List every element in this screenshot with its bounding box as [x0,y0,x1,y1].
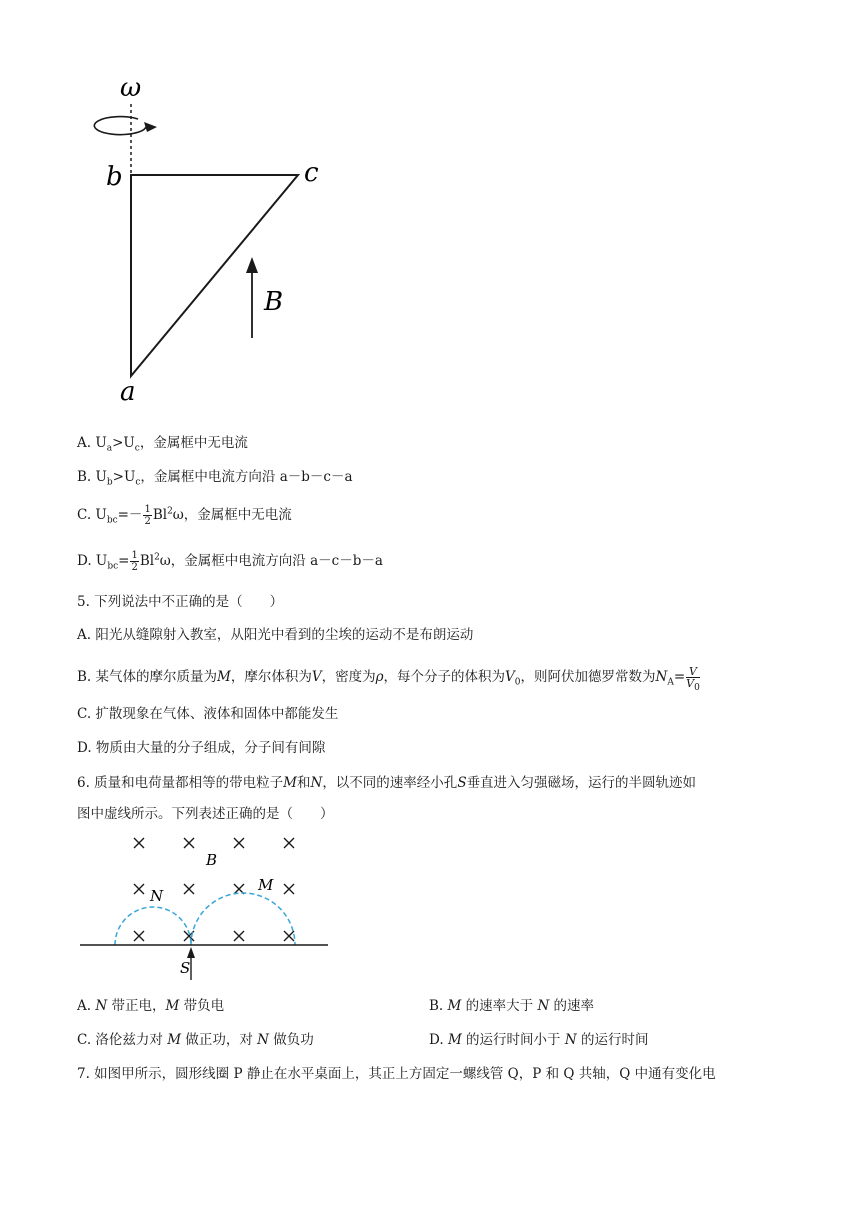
q6-stem-line2: 图中虚线所示。下列表述正确的是（ ） [77,806,334,822]
q4-option-a: A. $U_a>U_c$，金属框中无电流 [77,435,248,454]
cross-icon [234,838,244,848]
q6-option-b: B. M 的速率大于 N 的速率 [429,998,595,1014]
fraction: $\frac{1}{2}$ [131,550,138,573]
q5-option-b: B. 某气体的摩尔质量为M，摩尔体积为V，密度为ρ，每个分子的体积为$V_0$，则阿伏加德罗常数为$N_A=$ $\frac{V}{V_0}$ [77,665,700,694]
triangle-frame [131,175,298,376]
cross-icon [284,838,294,848]
cross-icon [134,838,144,848]
q5-option-c: C. 扩散现象在气体、液体和固体中都能发生 [77,706,339,722]
triangle-frame-figure [90,70,350,410]
q6-option-d: D. M 的运行时间小于 N 的运行时间 [429,1032,649,1048]
q5-stem: 5. 下列说法中不正确的是（ ） [77,594,284,610]
vertex-c-label: c [304,158,319,188]
entry-arrow-head [187,947,195,958]
q5-option-a: A. 阳光从缝隙射入教室，从阳光中看到的尘埃的运动不是布朗运动 [77,627,474,643]
path-m-semicircle [191,893,295,945]
q4-option-c: C. $U_{bc}=-$ $\frac{1}{2}$ Bl$^2$ω，金属框中无电流 [77,504,292,527]
magnetic-field-figure [78,830,330,980]
cross-icon [134,884,144,894]
cross-icon [184,884,194,894]
vertex-b-label: b [106,162,123,192]
q5-option-d: D. 物质由大量的分子组成，分子间有间隙 [77,740,326,756]
path-n-semicircle [115,907,191,945]
particle-m-label: M [258,876,274,894]
q6-stem-line1: 6. 质量和电荷量都相等的带电粒子M和N，以不同的速率经小孔S垂直进入匀强磁场，运行的半圆轨迹如 [77,775,697,791]
vertex-a-label: a [120,377,136,407]
field-b-label: B [264,287,284,317]
q7-stem: 7. 如图甲所示，圆形线圈 P 静止在水平桌面上，其正上方固定一螺线管 Q，P 和 Q 共轴，Q 中通有变化电 [77,1066,716,1082]
cross-icon [284,884,294,894]
q4-option-d: D. $U_{bc}=$ $\frac{1}{2}$ Bl$^2$ω，金属框中电流方向沿 a－c－b－a [77,550,383,573]
cross-icon [284,931,294,941]
cross-icon [234,931,244,941]
fraction: $\frac{1}{2}$ [144,504,151,527]
field-arrow-head [246,257,258,273]
omega-label: ω [120,73,142,103]
fraction: $\frac{V}{V_0}$ [686,665,700,694]
particle-n-label: N [150,887,164,905]
q4-option-b: B. $U_b>U_c$，金属框中电流方向沿 a－b－c－a [77,469,353,488]
rotation-arrow-head [144,122,157,132]
field-b-label: B [206,851,218,869]
cross-icon [134,931,144,941]
q6-option-c: C. 洛伦兹力对 M 做正功，对 N 做负功 [77,1032,314,1048]
q6-option-a: A. N 带正电，M 带负电 [77,998,225,1014]
cross-icon [184,838,194,848]
rotation-arrow-icon [94,117,146,135]
hole-s-label: S [180,959,191,977]
